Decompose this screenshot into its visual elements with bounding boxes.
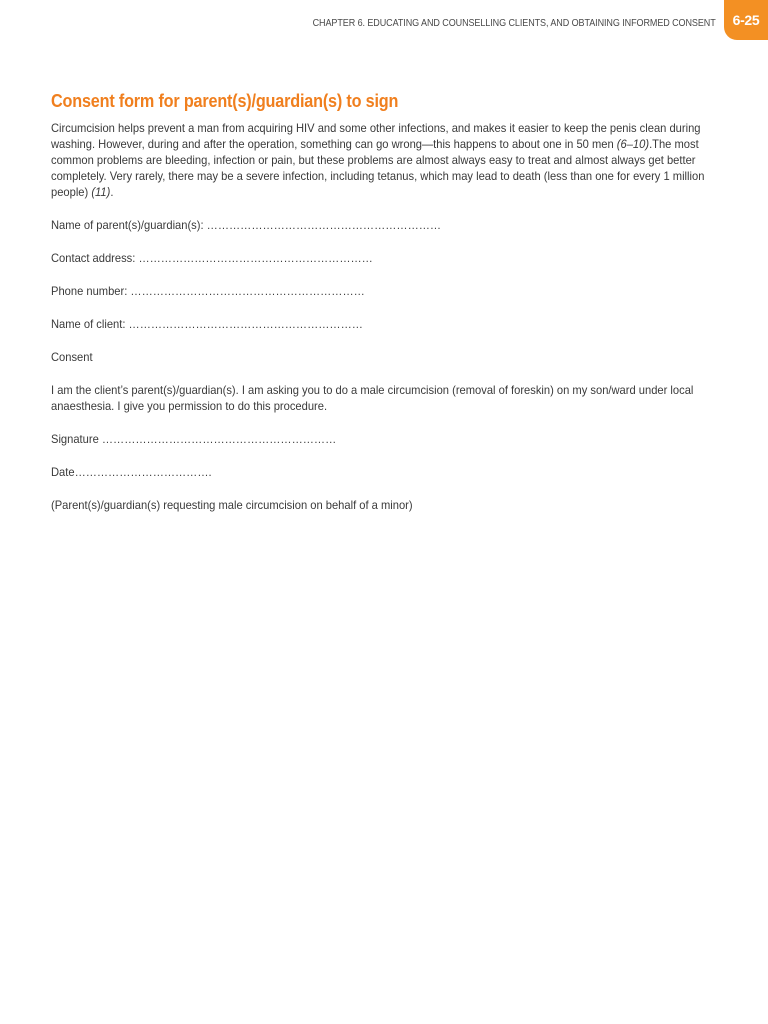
consent-form xyxy=(51,91,711,513)
form-footnote: (Parent(s)/guardian(s) requesting male circumcision on behalf of a minor) xyxy=(51,498,413,512)
page-number-tab xyxy=(724,0,768,40)
consent-statement: I am the client’s parent(s)/guardian(s). I am asking you to do a male circumcision (removal of foreskin) on my son/ward under local anaesthesia. I give you permission to do this procedure. xyxy=(51,383,694,413)
date-field: Date………………………………. xyxy=(51,465,212,479)
consent-heading: Consent xyxy=(51,350,93,364)
intro-text-2: .The most common problems are bleeding, infection or pain, but these problems are almost always easy to treat and almost always get better completely. Very rarely, there may be a severe infection, including tetanus, which may lead to death (less than one for every 1 million people) xyxy=(51,137,705,199)
page-number: 6-25 xyxy=(732,12,760,28)
client-name-field: Name of client: ……………………………………………………… xyxy=(51,317,363,331)
reference-citation-1: (6–10) xyxy=(616,137,650,151)
reference-citation-2: (11) xyxy=(91,185,111,199)
intro-paragraph xyxy=(51,120,711,200)
contact-address-field: Contact address: ……………………………………………………… xyxy=(51,251,373,265)
parent-name-field: Name of parent(s)/guardian(s): ……………………………………………………… xyxy=(51,218,442,232)
phone-number-field: Phone number: ……………………………………………………… xyxy=(51,284,365,298)
form-title: Consent form for parent(s)/guardian(s) to sign xyxy=(51,91,399,111)
intro-text-1: Circumcision helps prevent a man from acquiring HIV and some other infections, and makes it easier to keep the penis clean during washing. However, during and after the operation, something can go wrong—this happens to about one in 50 men xyxy=(51,121,701,151)
form-body xyxy=(51,120,711,513)
running-header: CHAPTER 6. EDUCATING AND COUNSELLING CLIENTS, AND OBTAINING INFORMED CONSENT xyxy=(312,17,716,29)
signature-field: Signature ……………………………………………………… xyxy=(51,432,337,446)
intro-text-3: . xyxy=(110,185,114,199)
